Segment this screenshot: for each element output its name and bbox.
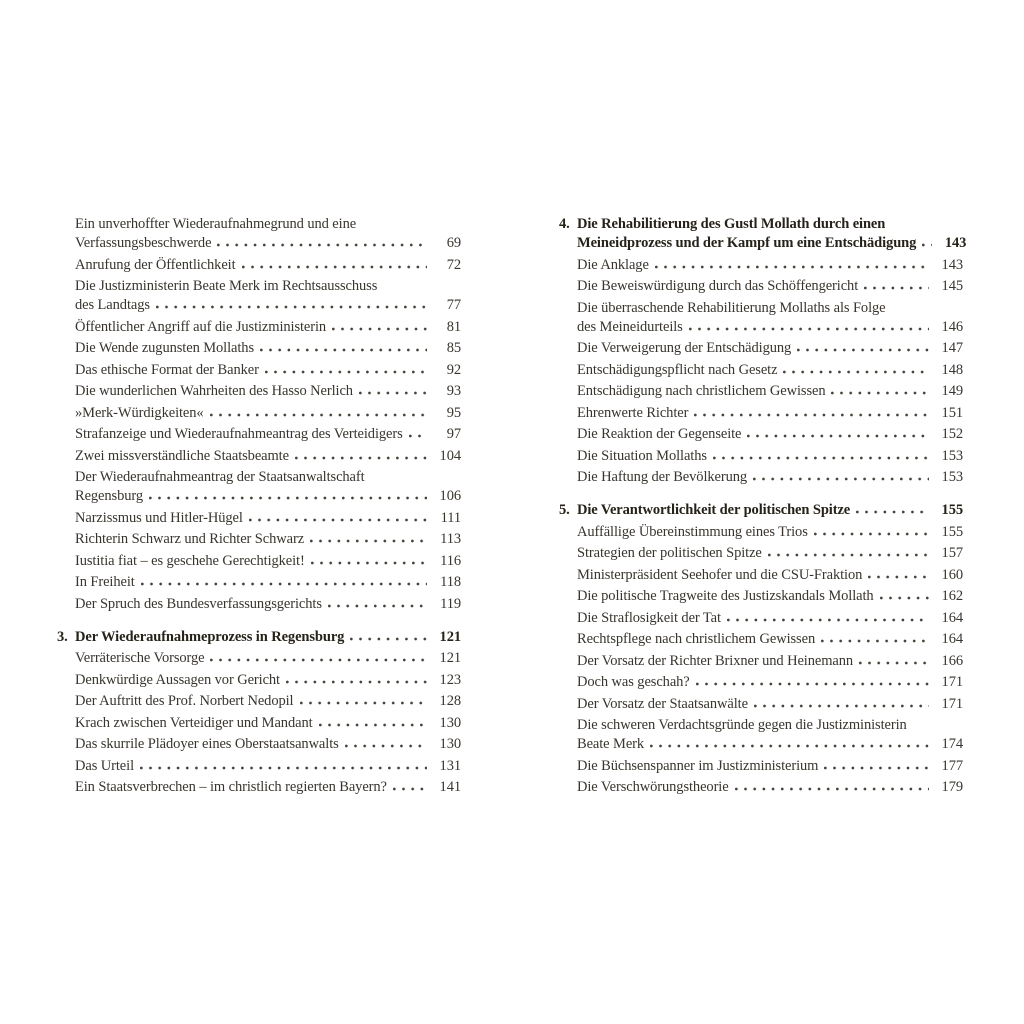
dot-leader	[249, 518, 427, 522]
toc-entry-line	[75, 382, 461, 401]
dot-leader	[393, 787, 427, 791]
page-number: 157	[941, 545, 963, 561]
chapter-number: 5.	[559, 502, 570, 518]
dot-leader	[868, 575, 929, 579]
toc-entry-line	[75, 361, 461, 380]
toc-entry	[577, 695, 963, 714]
toc-entry-line	[577, 277, 963, 296]
page-number: 147	[941, 340, 963, 356]
entry-title: Die politische Tragweite des Justizskandals Mollath	[577, 588, 874, 604]
dot-leader	[295, 456, 427, 460]
entry-title: Die Reaktion der Gegenseite	[577, 426, 742, 442]
entry-title: Der Wiederaufnahmeantrag der Staatsanwaltschaft	[75, 469, 365, 485]
toc-entry	[75, 447, 461, 466]
toc-entry-line	[577, 468, 963, 487]
toc-entry-line	[577, 652, 963, 671]
toc-entry	[75, 573, 461, 592]
toc-entry	[75, 757, 461, 776]
dot-leader	[156, 305, 427, 309]
entry-title: Entschädigungspflicht nach Gesetz	[577, 361, 778, 378]
dot-leader	[149, 496, 427, 500]
toc-entry-line	[75, 778, 461, 797]
entry-title: Die Wende zugunsten Mollaths	[75, 340, 254, 356]
toc-entry	[577, 523, 963, 542]
toc-entry-line	[75, 296, 461, 315]
toc-entry-line	[75, 447, 461, 466]
dot-leader	[856, 510, 929, 514]
entry-title: Auffällige Übereinstimmung eines Trios	[577, 523, 808, 540]
toc-entry	[577, 630, 963, 649]
toc-entry-line	[75, 735, 461, 754]
toc-chapter-entry	[57, 628, 461, 647]
entry-title: Ein unverhoffter Wiederaufnahmegrund und eine	[75, 216, 357, 232]
page-number: 143	[944, 235, 967, 251]
toc-entry	[577, 544, 963, 563]
toc-entry-line	[75, 487, 461, 506]
dot-leader	[694, 413, 929, 417]
page-number: 153	[941, 469, 963, 485]
page-number: 118	[440, 574, 461, 590]
toc-column-left	[57, 215, 461, 800]
dot-leader	[409, 434, 427, 438]
page-number: 121	[439, 650, 461, 666]
toc-entry-line	[577, 425, 963, 444]
dot-leader	[650, 744, 929, 748]
entry-title: Die Haftung der Bevölkerung	[577, 469, 748, 485]
page-number: 152	[941, 426, 963, 442]
toc-entry-line	[75, 692, 461, 711]
entry-title: Das skurrile Plädoyer eines Oberstaatsanwalts	[75, 736, 339, 752]
page-number: 160	[941, 566, 963, 583]
page-number: 141	[439, 779, 461, 795]
toc-entry-line	[577, 587, 963, 606]
toc-entry-line	[75, 628, 461, 647]
toc-entry-line	[577, 501, 963, 520]
dot-leader	[265, 370, 427, 374]
dot-leader	[922, 243, 932, 247]
dot-leader	[753, 477, 929, 481]
dot-leader	[286, 680, 427, 684]
entry-title: Die überraschende Rehabilitierung Mollaths als Folge	[577, 299, 886, 316]
toc-entry	[75, 552, 461, 571]
page-number: 119	[440, 595, 461, 612]
toc-entry-line	[577, 757, 963, 776]
page-number: 123	[439, 671, 461, 688]
toc-entry	[75, 339, 461, 358]
page-number: 153	[941, 447, 963, 464]
dot-leader	[831, 391, 929, 395]
page-number: 171	[941, 695, 963, 712]
toc-entry	[577, 587, 963, 606]
dot-leader	[328, 604, 427, 608]
entry-title: »Merk-Würdigkeiten«	[75, 404, 204, 421]
toc-entry	[75, 318, 461, 337]
toc-entry-line	[75, 530, 461, 549]
entry-title: Die Anklage	[577, 256, 649, 273]
toc-entry-line	[75, 256, 461, 275]
toc-entry-line	[577, 735, 963, 754]
page-number: 130	[439, 736, 461, 752]
page-number: 164	[941, 631, 963, 647]
page-number: 128	[439, 693, 461, 709]
page-number: 166	[941, 652, 963, 669]
entry-title: Die Verschwörungstheorie	[577, 779, 729, 795]
page-number: 171	[941, 674, 963, 690]
toc-entry	[577, 361, 963, 380]
entry-title: Der Auftritt des Prof. Norbert Nedopil	[75, 693, 294, 709]
entry-title: Beate Merk	[577, 736, 645, 752]
page-number: 130	[439, 714, 461, 731]
toc-entry-line	[577, 404, 963, 423]
toc-entry	[75, 361, 461, 380]
toc-entry-line	[577, 673, 963, 692]
toc-entry-line	[577, 234, 967, 253]
dot-leader	[300, 701, 428, 705]
toc-entry-line	[577, 382, 963, 401]
dot-leader	[319, 723, 427, 727]
toc-entry	[75, 671, 461, 690]
entry-title: Meineidprozess und der Kampf um eine Entschädigung	[577, 235, 917, 251]
toc-entry	[577, 382, 963, 401]
dot-leader	[689, 327, 929, 331]
page-number: 69	[446, 235, 461, 251]
page-number: 121	[439, 628, 461, 645]
dot-leader	[260, 348, 427, 352]
entry-title: Das ethische Format der Banker	[75, 361, 259, 378]
dot-leader	[713, 456, 929, 460]
toc-entry-line	[75, 757, 461, 776]
page-number: 131	[439, 757, 461, 774]
entry-title: Doch was geschah?	[577, 674, 690, 690]
entry-title: Narzissmus und Hitler-Hügel	[75, 509, 243, 526]
toc-entry-line	[577, 523, 963, 542]
toc-entry-line	[577, 215, 963, 234]
page-number: 106	[439, 488, 461, 504]
entry-title: Verfassungsbeschwerde	[75, 235, 212, 251]
toc-entry	[577, 339, 963, 358]
entry-title: Der Vorsatz der Staatsanwälte	[577, 695, 748, 712]
entry-title: Der Vorsatz der Richter Brixner und Heinemann	[577, 652, 854, 669]
dot-leader	[350, 637, 427, 641]
page-number: 177	[941, 757, 963, 774]
entry-title: Regensburg	[75, 488, 144, 504]
dot-leader	[727, 618, 929, 622]
entry-title: Strafanzeige und Wiederaufnahmeantrag des Verteidigers	[75, 426, 403, 442]
toc-entry-line	[577, 447, 963, 466]
dot-leader	[824, 766, 929, 770]
entry-title: Die Situation Mollaths	[577, 447, 707, 464]
page-number: 92	[446, 361, 461, 378]
page-number: 155	[941, 523, 963, 540]
toc-column-right	[559, 215, 967, 800]
dot-leader	[754, 704, 929, 708]
toc-entry-line	[577, 299, 963, 318]
toc-entry	[577, 757, 963, 776]
page-number: 148	[941, 361, 963, 378]
toc-entry	[75, 595, 461, 614]
toc-entry	[75, 404, 461, 423]
page-number: 104	[439, 447, 461, 464]
toc-entry-line	[75, 671, 461, 690]
toc-entry	[75, 692, 461, 711]
page-number: 155	[941, 502, 963, 518]
page-number: 162	[941, 588, 963, 604]
entry-title: Strategien der politischen Spitze	[577, 545, 762, 561]
toc-entry	[577, 299, 963, 337]
entry-title: Die wunderlichen Wahrheiten des Hasso Nerlich	[75, 383, 353, 399]
page-number: 85	[446, 340, 461, 356]
dot-leader	[345, 744, 427, 748]
entry-title: Ministerpräsident Seehofer und die CSU-Fraktion	[577, 566, 863, 583]
toc-entry-line	[75, 649, 461, 668]
dot-leader	[310, 539, 427, 543]
dot-leader	[735, 787, 929, 791]
toc-entry	[75, 714, 461, 733]
entry-title: Die Verweigerung der Entschädigung	[577, 340, 792, 356]
dot-leader	[210, 413, 427, 417]
toc-entry-line	[577, 716, 963, 735]
toc-entry	[577, 447, 963, 466]
page-number: 149	[941, 383, 963, 399]
entry-title: Das Urteil	[75, 757, 134, 774]
dot-leader	[768, 553, 929, 557]
entry-title: Iustitia fiat – es geschehe Gerechtigkeit!	[75, 552, 305, 569]
entry-title: Die Büchsenspanner im Justizministerium	[577, 757, 819, 774]
entry-title: Die Straflosigkeit der Tat	[577, 609, 721, 626]
toc-entry-line	[577, 544, 963, 563]
page-number: 113	[440, 531, 461, 547]
toc-entry-line	[577, 256, 963, 275]
toc-entry	[75, 778, 461, 797]
dot-leader	[859, 661, 929, 665]
toc-entry	[75, 256, 461, 275]
page-number: 164	[941, 609, 963, 626]
page-number: 146	[941, 318, 963, 335]
dot-leader	[210, 658, 427, 662]
toc-entry	[75, 530, 461, 549]
entry-title: Der Spruch des Bundesverfassungsgerichts	[75, 595, 322, 612]
dot-leader	[696, 682, 929, 686]
toc-entry	[577, 468, 963, 487]
toc-entry-line	[75, 234, 461, 253]
toc-entry	[75, 425, 461, 444]
toc-entry	[577, 425, 963, 444]
page-number: 77	[446, 297, 461, 313]
toc-entry	[577, 716, 963, 754]
toc-entry	[577, 652, 963, 671]
toc-entry-line	[577, 361, 963, 380]
toc-entry-line	[75, 404, 461, 423]
entry-title: Ein Staatsverbrechen – im christlich regierten Bayern?	[75, 779, 387, 795]
entry-title: Die Beweiswürdigung durch das Schöffengericht	[577, 278, 859, 294]
page-number: 143	[941, 256, 963, 273]
toc-entry-line	[75, 425, 461, 444]
dot-leader	[821, 639, 929, 643]
toc-entry-line	[75, 339, 461, 358]
dot-leader	[332, 327, 427, 331]
entry-title: Öffentlicher Angriff auf die Justizministerin	[75, 318, 327, 335]
dot-leader	[814, 532, 929, 536]
page-number: 179	[941, 779, 963, 795]
toc-entry-line	[577, 318, 963, 337]
toc-entry-line	[75, 509, 461, 528]
dot-leader	[880, 596, 929, 600]
page-number: 151	[941, 404, 963, 421]
toc-entry	[577, 778, 963, 797]
toc-entry-line	[577, 339, 963, 358]
entry-title: des Landtags	[75, 297, 150, 313]
toc-entry	[75, 215, 461, 253]
toc-chapter-entry	[559, 501, 963, 520]
entry-title: Die schweren Verdachtsgründe gegen die Justizministerin	[577, 717, 907, 733]
page-number: 95	[446, 404, 461, 421]
dot-leader	[783, 370, 929, 374]
dot-leader	[747, 434, 929, 438]
toc-entry-line	[577, 778, 963, 797]
chapter-number: 4.	[559, 216, 570, 232]
toc-entry-line	[75, 215, 461, 234]
entry-title: Entschädigung nach christlichem Gewissen	[577, 383, 826, 399]
entry-title: Der Wiederaufnahmeprozess in Regensburg	[75, 628, 345, 645]
dot-leader	[141, 582, 427, 586]
dot-leader	[359, 391, 427, 395]
toc-entry	[577, 566, 963, 585]
page-number: 72	[446, 256, 461, 273]
page-number: 81	[446, 318, 461, 335]
toc-entry	[75, 382, 461, 401]
dot-leader	[217, 243, 427, 247]
toc-entry	[577, 673, 963, 692]
entry-title: des Meineidurteils	[577, 318, 683, 335]
toc-entry	[577, 404, 963, 423]
dot-leader	[864, 286, 929, 290]
toc-entry-line	[75, 552, 461, 571]
toc-entry	[75, 735, 461, 754]
entry-title: Krach zwischen Verteidiger und Mandant	[75, 714, 313, 731]
dot-leader	[140, 766, 427, 770]
toc-entry-line	[577, 630, 963, 649]
toc-entry	[75, 649, 461, 668]
toc-entry-line	[75, 318, 461, 337]
page-number: 116	[440, 552, 461, 569]
entry-title: Die Justizministerin Beate Merk im Rechtsausschuss	[75, 278, 378, 294]
toc-entry-line	[577, 695, 963, 714]
entry-title: Die Rehabilitierung des Gustl Mollath durch einen	[577, 216, 886, 232]
toc-entry	[577, 609, 963, 628]
entry-title: Richterin Schwarz und Richter Schwarz	[75, 531, 305, 547]
toc-entry-line	[75, 277, 461, 296]
toc-entry-line	[75, 714, 461, 733]
toc-entry	[577, 256, 963, 275]
toc-entry-line	[75, 595, 461, 614]
page-number: 111	[440, 509, 461, 526]
entry-title: Zwei missverständliche Staatsbeamte	[75, 447, 289, 464]
toc-entry-line	[75, 573, 461, 592]
toc-entry-line	[577, 566, 963, 585]
page-number: 97	[446, 426, 461, 442]
toc-entry	[577, 277, 963, 296]
entry-title: Anrufung der Öffentlichkeit	[75, 256, 236, 273]
toc-entry	[75, 509, 461, 528]
toc-entry-line	[75, 468, 461, 487]
dot-leader	[655, 265, 929, 269]
dot-leader	[797, 348, 929, 352]
toc-entry	[75, 468, 461, 506]
entry-title: Die Verantwortlichkeit der politischen Spitze	[577, 502, 851, 518]
page-number: 93	[446, 383, 461, 399]
entry-title: Verräterische Vorsorge	[75, 650, 205, 666]
toc-entry-line	[577, 609, 963, 628]
entry-title: In Freiheit	[75, 574, 135, 590]
page-number: 145	[941, 278, 963, 294]
dot-leader	[311, 561, 427, 565]
toc-chapter-entry	[559, 215, 967, 253]
chapter-number: 3.	[57, 628, 68, 645]
entry-title: Ehrenwerte Richter	[577, 404, 689, 421]
toc-entry	[75, 277, 461, 315]
entry-title: Denkwürdige Aussagen vor Gericht	[75, 671, 280, 688]
dot-leader	[242, 265, 427, 269]
entry-title: Rechtspflege nach christlichem Gewissen	[577, 631, 816, 647]
page-number: 174	[941, 736, 963, 752]
